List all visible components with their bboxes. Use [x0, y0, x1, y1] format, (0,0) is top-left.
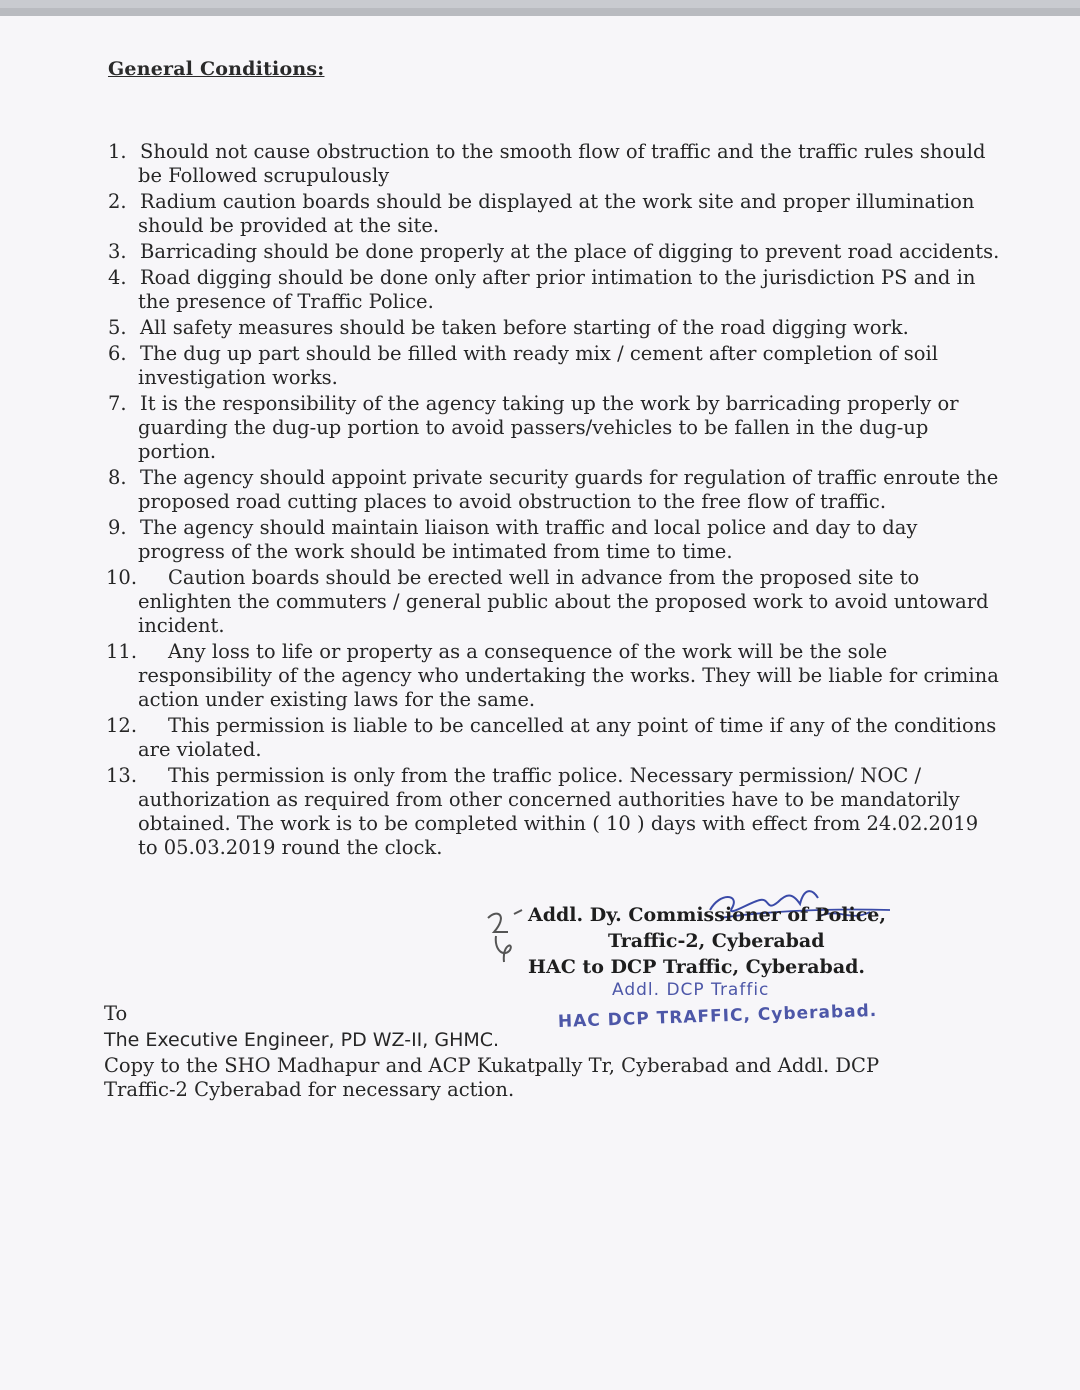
condition-number: 13. — [106, 764, 138, 787]
condition-text-line: Barricading should be done properly at the place of digging to prevent road accidents. — [140, 240, 1000, 263]
condition-text-line: progress of the work should be intimated from time to time. — [138, 540, 733, 563]
condition-number: 5. — [108, 316, 127, 339]
condition-item — [106, 714, 1036, 762]
condition-text-line: should be provided at the site. — [138, 214, 440, 237]
condition-text-line: enlighten the commuters / general public about the proposed work to avoid untoward — [138, 590, 989, 613]
condition-item — [108, 240, 1038, 264]
condition-text-line: incident. — [138, 614, 225, 637]
condition-text-line: action under existing laws for the same. — [138, 688, 536, 711]
condition-text-line: the presence of Traffic Police. — [138, 290, 434, 313]
signatory-office: Traffic-2, Cyberabad — [608, 930, 825, 952]
stamp-line-1: Addl. DCP Traffic — [612, 980, 770, 1000]
condition-number: 6. — [108, 342, 127, 365]
condition-text-line: obtained. The work is to be completed within ( 10 ) days with effect from 24.02.2019 — [138, 812, 979, 835]
condition-text-line: Should not cause obstruction to the smooth flow of traffic and the traffic rules should — [140, 140, 986, 163]
signatory-designation: Addl. Dy. Commissioner of Police, — [528, 904, 886, 926]
condition-number: 1. — [108, 140, 127, 163]
condition-number: 7. — [108, 392, 127, 415]
condition-item — [108, 266, 1038, 314]
condition-number: 11. — [106, 640, 138, 663]
condition-item — [106, 640, 1036, 712]
condition-text-line: be Followed scrupulously — [138, 164, 390, 187]
condition-text-line: to 05.03.2019 round the clock. — [138, 836, 443, 859]
condition-text-line: The agency should appoint private security guards for regulation of traffic enroute the — [140, 466, 999, 489]
condition-number: 10. — [106, 566, 138, 589]
condition-text-line: are violated. — [138, 738, 262, 761]
condition-text-line: The agency should maintain liaison with traffic and local police and day to day — [140, 516, 918, 539]
condition-text-line: investigation works. — [138, 366, 338, 389]
condition-item — [106, 764, 1036, 860]
condition-text-line: It is the responsibility of the agency taking up the work by barricading properly or — [140, 392, 959, 415]
condition-item — [108, 140, 1038, 188]
condition-item — [108, 342, 1038, 390]
condition-text-line: Road digging should be done only after prior intimation to the jurisdiction PS and in — [140, 266, 976, 289]
signatory-hac: HAC to DCP Traffic, Cyberabad. — [528, 956, 866, 978]
condition-item — [106, 566, 1036, 638]
condition-text-line: authorization as required from other concerned authorities have to be mandatorily — [138, 788, 960, 811]
condition-text-line: Any loss to life or property as a consequence of the work will be the sole — [168, 640, 888, 663]
scan-top-edge — [0, 8, 1080, 16]
conditions-heading: General Conditions: — [108, 58, 325, 80]
condition-text-line: proposed road cutting places to avoid obstruction to the free flow of traffic. — [138, 490, 887, 513]
condition-text-line: portion. — [138, 440, 217, 463]
condition-text-line: The dug up part should be filled with ready mix / cement after completion of soil — [140, 342, 939, 365]
condition-text-line: Radium caution boards should be displayed at the work site and proper illumination — [140, 190, 975, 213]
condition-text-line: All safety measures should be taken before starting of the road digging work. — [140, 316, 909, 339]
stamp-line-2: HAC DCP TRAFFIC, Cyberabad. — [557, 1000, 878, 1032]
copy-to-line-1: Copy to the SHO Madhapur and ACP Kukatpally Tr, Cyberabad and Addl. DCP — [104, 1054, 880, 1077]
condition-number: 2. — [108, 190, 127, 213]
condition-text-line: guarding the dug-up portion to avoid passers/vehicles to be fallen in the dug-up — [138, 416, 929, 439]
condition-text-line: This permission is liable to be cancelled at any point of time if any of the conditions — [168, 714, 997, 737]
condition-number: 4. — [108, 266, 127, 289]
condition-text-line: responsibility of the agency who undertaking the works. They will be liable for crimina — [138, 664, 999, 687]
condition-item — [108, 516, 1038, 564]
condition-text-line: Caution boards should be erected well in advance from the proposed site to — [168, 566, 920, 589]
recipient: The Executive Engineer, PD WZ-II, GHMC. — [104, 1029, 500, 1051]
condition-number: 8. — [108, 466, 127, 489]
condition-item — [108, 392, 1038, 464]
to-label: To — [104, 1002, 128, 1025]
condition-text-line: This permission is only from the traffic police. Necessary permission/ NOC / — [168, 764, 922, 787]
condition-item — [108, 466, 1038, 514]
document-page — [0, 8, 1080, 1390]
condition-number: 3. — [108, 240, 127, 263]
condition-number: 9. — [108, 516, 127, 539]
copy-to-line-2: Traffic-2 Cyberabad for necessary action. — [104, 1078, 515, 1101]
condition-number: 12. — [106, 714, 138, 737]
condition-item — [108, 316, 1038, 340]
condition-item — [108, 190, 1038, 238]
